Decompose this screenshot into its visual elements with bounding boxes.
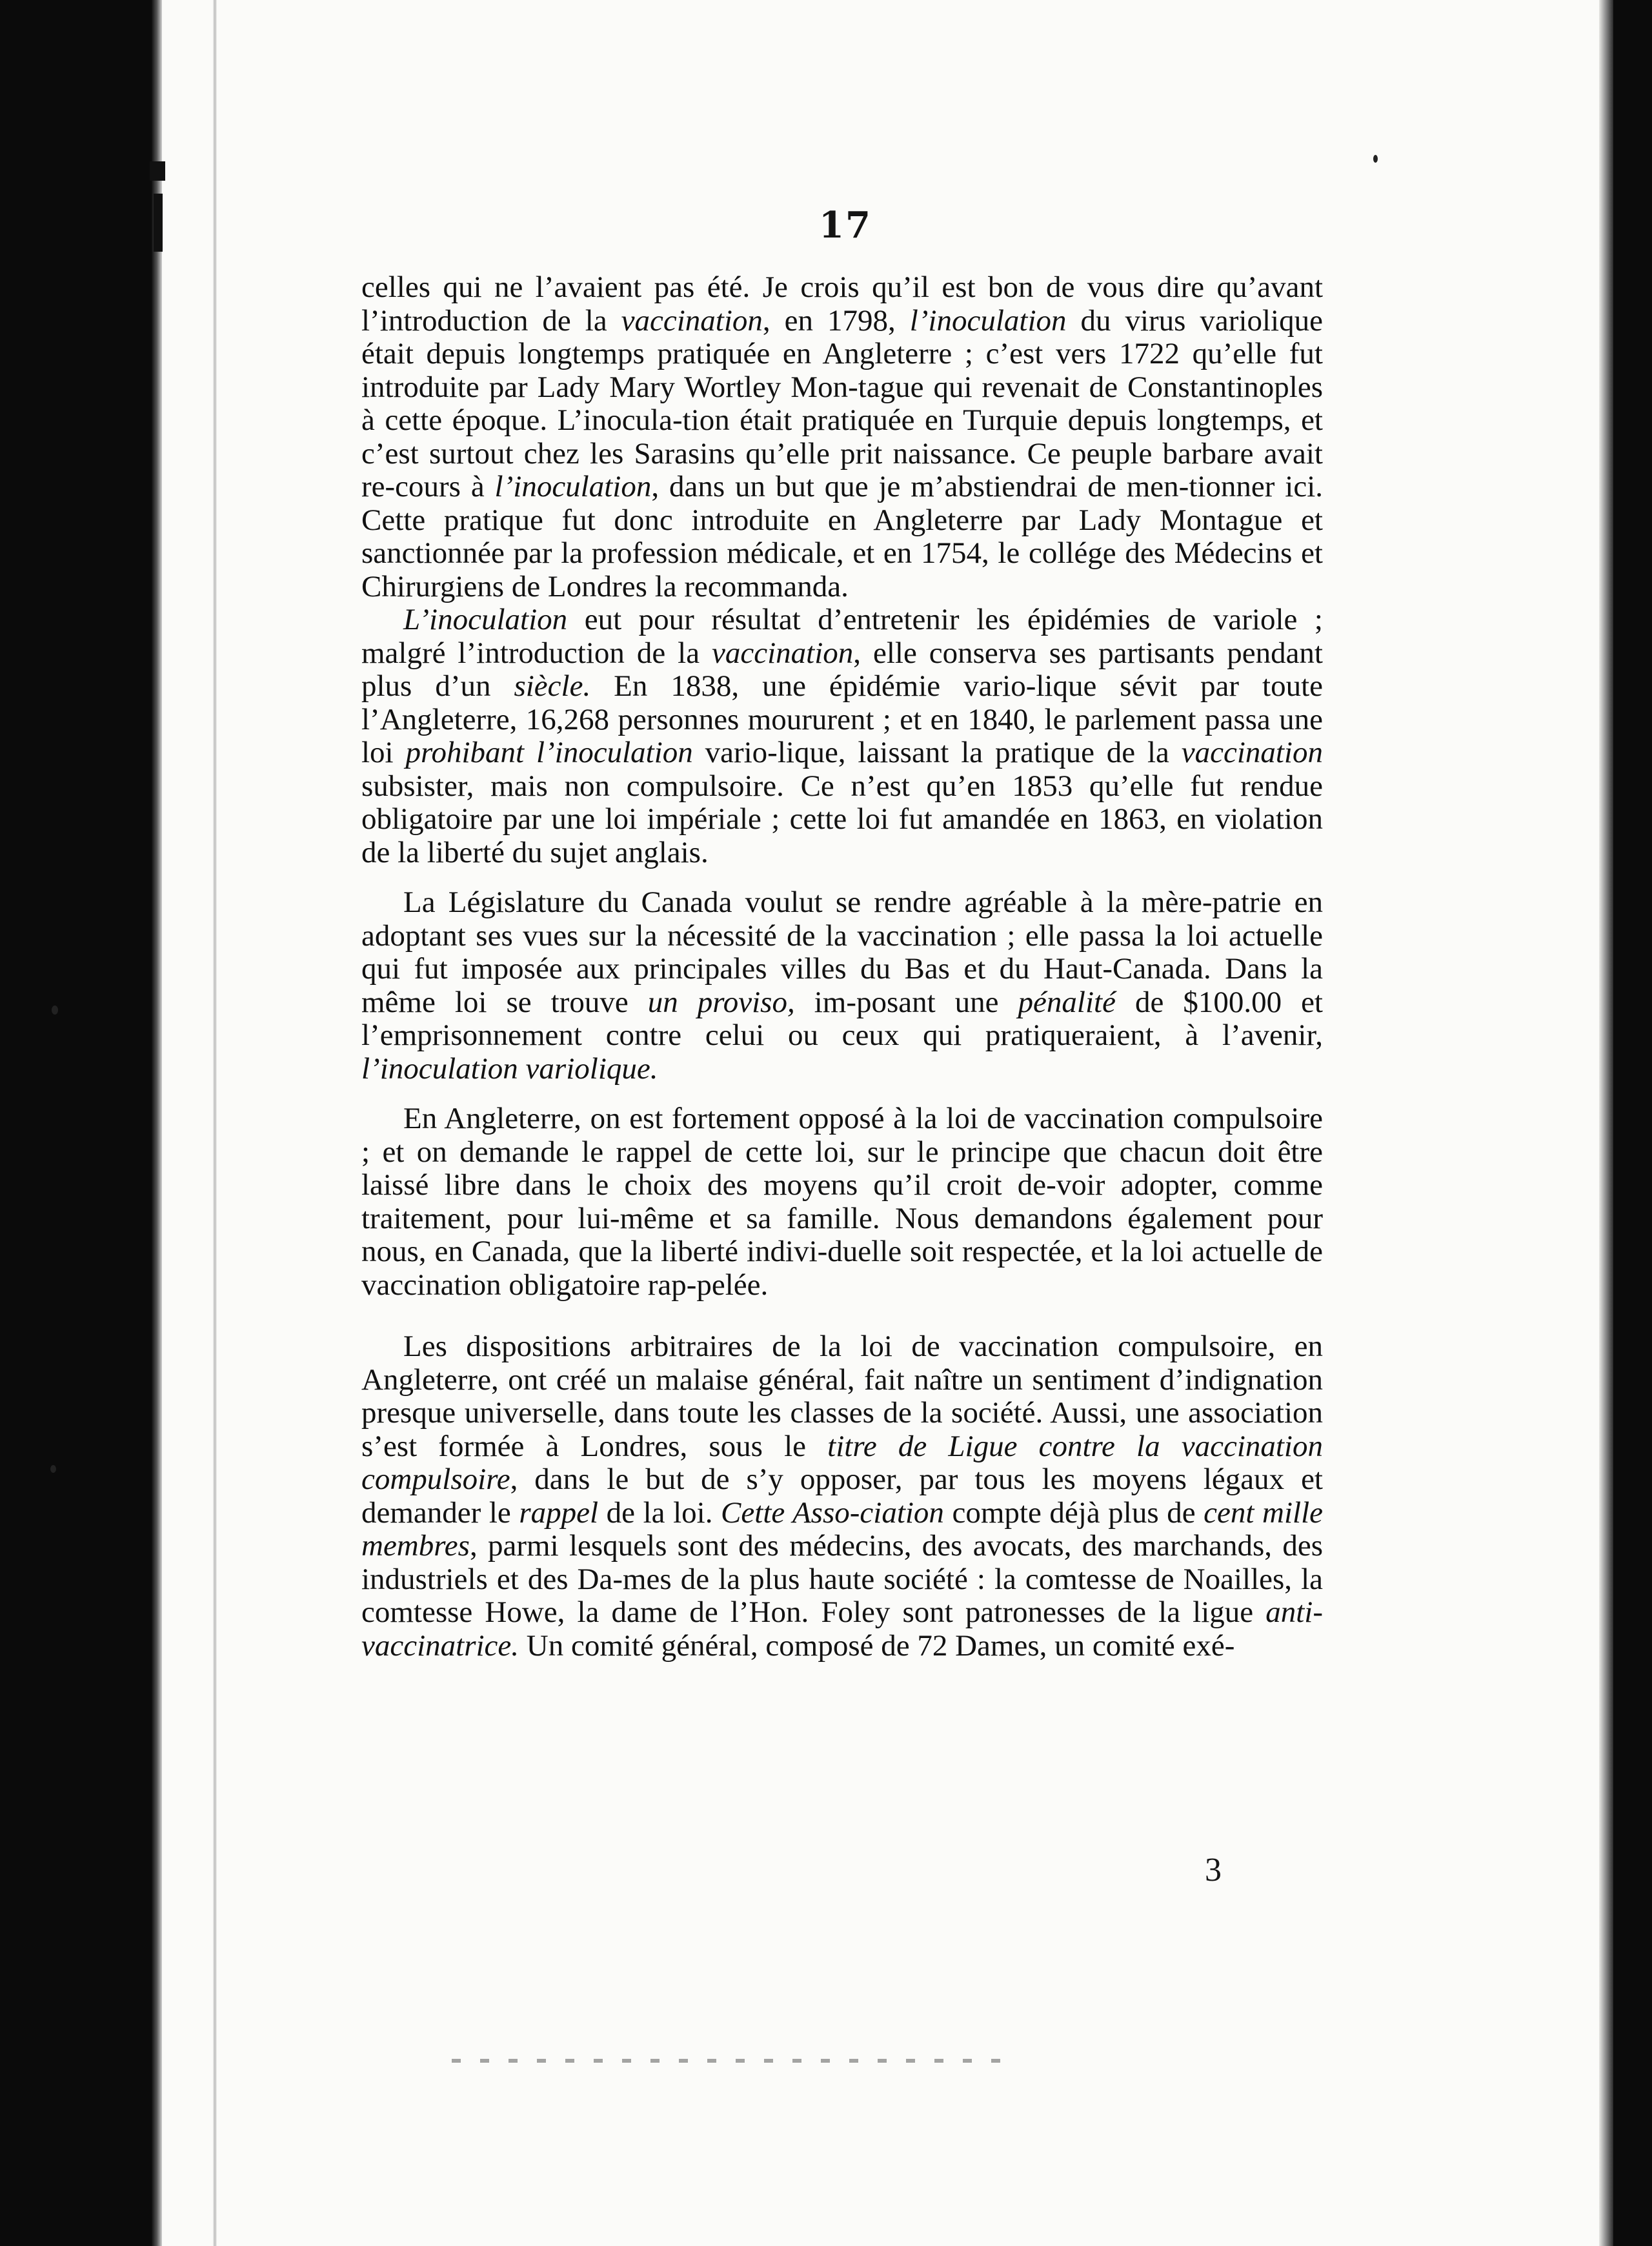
text-run: , en 1798,: [762, 303, 910, 338]
italic-text: prohibant l’inoculation: [405, 736, 693, 769]
text-run: vario-lique, laissant la pratique de la: [692, 736, 1182, 769]
text-run: Les dispositions arbitraires de la loi de vaccination compulsoire, en Angleterre, ont créé un malaise général, fait naître un sentiment d’indignation presque universelle, dans toute les classes de la société. Aussi, une association s’est formée à Londres, sous le: [361, 1330, 1323, 1463]
italic-text: vaccination: [621, 303, 763, 338]
italic-text: vaccination: [1181, 736, 1323, 769]
italic-text: l’inoculation: [494, 470, 652, 503]
italic-text: un proviso,: [647, 985, 795, 1019]
paragraph: [361, 886, 1323, 1086]
signature-mark: 3: [1205, 1852, 1222, 1888]
italic-text: L’inoculation: [403, 603, 568, 636]
scan-speck: [1373, 155, 1378, 163]
paragraph: [361, 271, 1323, 603]
scan-speck: [50, 1465, 56, 1473]
text-run: im-posant une: [794, 985, 1018, 1019]
italic-text: rappel: [519, 1495, 599, 1530]
scan-speck: [52, 1006, 58, 1015]
page-fold-shadow: [213, 0, 217, 2246]
italic-text: titre de Ligue contre la vaccination compulsoire: [361, 1429, 1323, 1496]
text-run: , elle conserva ses partisants pendant plus d’un: [361, 636, 1323, 703]
binding-mark: [154, 194, 163, 252]
text-run: En 1838, une épidémie vario-lique sévit par toute l’Angleterre, 16,268 personnes moururent ; et en 1840, le parlement passa une loi: [361, 669, 1323, 769]
text-run: celles qui ne l’avaient pas été. Je crois qu’il est bon de vous dire qu’avant l’introduction de la: [361, 270, 1323, 338]
faint-bleed-through: [452, 2059, 1020, 2063]
italic-text: siècle.: [514, 669, 591, 703]
text-run: Un comité général, composé de 72 Dames, un comité exé-: [519, 1628, 1235, 1663]
text-run: , dans un but que je m’abstiendrai de men-tionner ici. Cette pratique fut donc introduite en Angleterre par Lady Montague et sanctionnée par la profession médicale, et en 1754, le collége des Médecins et Chirurgiens de Londres la recommanda.: [361, 470, 1324, 603]
text-run: de la loi.: [598, 1495, 721, 1530]
italic-text: Cette Asso-ciation: [721, 1495, 944, 1530]
paragraph: [361, 1102, 1323, 1302]
italic-text: anti-vaccinatrice.: [361, 1595, 1323, 1663]
paragraph: [361, 1330, 1323, 1663]
italic-text: l’inoculation: [909, 303, 1067, 338]
text-run: subsister, mais non compulsoire. Ce n’est qu’en 1853 qu’elle fut rendue obligatoire par une loi impériale ; cette loi fut amandée en 1863, en violation de la liberté du sujet anglais.: [361, 769, 1323, 869]
text-run: En Angleterre, on est fortement opposé à la loi de vaccination compulsoire ; et on demande le rappel de cette loi, sur le principe que chacun doit être laissé libre dans le choix des moyens qu’il croit de-voir adopter, comme traitement, pour lui-même et sa famille. Nous demandons également pour nous, en Canada, que la liberté indivi-duelle soit respectée, et la loi actuelle de vaccination obligatoire rap-pelée.: [361, 1102, 1323, 1302]
text-run: de $100.00 et l’emprisonnement contre celui ou ceux qui pratiqueraient, à l’avenir,: [361, 985, 1323, 1052]
text-run: eut pour résultat d’entretenir les épidémies de variole ; malgré l’introduction de la: [361, 603, 1323, 670]
italic-text: cent mille membres: [361, 1495, 1323, 1563]
text-run: , parmi lesquels sont des médecins, des avocats, des marchands, des industriels et des Da-mes de la plus haute société : la comtesse de Noailles, la comtesse Howe, la dame de l’Hon. Foley sont patronesses de la ligue: [361, 1529, 1323, 1629]
page-number: 17: [819, 204, 872, 247]
page-left-edge: [152, 0, 162, 2246]
text-run: du virus variolique était depuis longtemps pratiquée en Angleterre ; c’est vers 1722 qu’elle fut introduite par Lady Mary Wortley Mon-tague qui revenait de Constantinoples à cette époque. L’inocula-tion était pratiquée en Turquie depuis longtemps, et c’est surtout chez les Sarasins qu’elle prit naissance. Ce peuple barbare avait re-cours à: [361, 303, 1323, 503]
body-text: [361, 271, 1323, 1663]
text-run: La Législature du Canada voulut se rendre agréable à la mère-patrie en adoptant ses vues sur la nécessité de la vaccination ; elle passa la loi actuelle qui fut imposée aux principales villes du Bas et du Haut-Canada. Dans la même loi se trouve: [361, 885, 1323, 1019]
binding-mark: [150, 161, 165, 181]
paragraph: [361, 603, 1323, 869]
italic-text: vaccination: [712, 636, 854, 670]
italic-text: pénalité: [1018, 985, 1116, 1019]
italic-text: l’inoculation variolique.: [361, 1051, 658, 1086]
text-run: compte déjà plus de: [943, 1495, 1204, 1530]
text-run: , dans le but de s’y opposer, par tous les moyens légaux et demander le: [361, 1462, 1323, 1530]
page-right-edge: [1599, 0, 1613, 2246]
